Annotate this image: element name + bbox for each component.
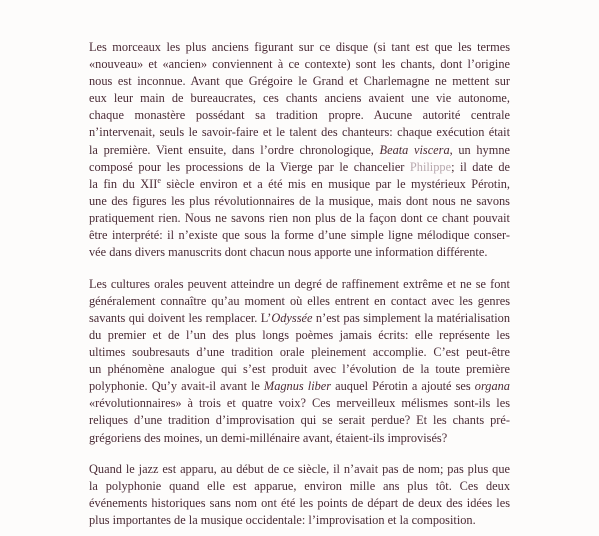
paragraph-1	[89, 39, 510, 261]
text-line: reliques d’une tradition d’improvisation qui se serait perdue? Et les chants pré-	[89, 413, 510, 428]
paragraph-2	[89, 276, 510, 447]
hymn-title: Beata viscera	[379, 142, 450, 157]
text-line: Quand le jazz est apparu, au début de ce siècle, il n’avait pas de nom; pas plus que	[89, 462, 510, 477]
text-line: chaque monastère possédant sa tradition propre. Aucune autorité centrale	[89, 108, 510, 123]
text-line	[89, 142, 510, 159]
text-line: la polyphonie quand elle est apparue, environ mille ans plus tôt. Ces deux	[89, 479, 510, 494]
text-run: composé pour les processions de la Vierge par le chancelier	[89, 159, 410, 174]
text-line: une des figures les plus révolutionnaires de la musique, mais dont nous ne savons	[89, 193, 510, 208]
text-run: siècle environ et a été mis en musique par le mystérieux Pérotin,	[160, 176, 511, 191]
paragraph-3	[89, 461, 510, 529]
text-line: nous est inconnue. Avant que Grégoire le Grand et Charlemagne ne mettent sur	[89, 74, 510, 89]
text-line	[89, 378, 510, 395]
text-line: «révolutionnaires» à trois et quatre voix? Ces merveilleux mélismes sont-ils les	[89, 396, 510, 411]
text-run: n’est pas simplement la matérialisation	[312, 310, 510, 325]
text-run: savants qui doivent les remplacer. L’	[89, 310, 272, 325]
work-title: Odyssée	[271, 310, 313, 325]
text-line	[89, 310, 510, 327]
text-line: un phénomène analogue qui s’est produit avec l’évolution de la toute première	[89, 362, 510, 377]
text-line: ultimes soubresauts d’une tradition orale pleinement accomplie. C’est peut-être	[89, 345, 510, 360]
text-line: plus importantes de la musique occidentale: l’improvisation et la composition.	[89, 513, 476, 528]
text-line: du premier et de l’un des plus longs poèmes jamais écrits: elle représente les	[89, 328, 510, 342]
century-superscript: e	[157, 175, 161, 185]
text-run: auquel Pérotin a ajouté ses	[331, 379, 475, 394]
text-run: la première. Vient ensuite, dans l’ordre chronologique,	[89, 142, 380, 157]
text-line: grégoriens des moines, un demi-millénaire avant, étaient-ils improvisés?	[89, 430, 448, 445]
text-line: être interprété: il n’existe que sous la forme d’une simple ligne mélodique conser-	[89, 228, 510, 243]
faded-word: Philippe	[409, 159, 452, 174]
text-line: généralement connaître qu’au moment où elles entrent en contact avec les genres	[89, 293, 510, 308]
text-line	[89, 176, 510, 193]
text-line: «nouveau» et «ancien» conviennent à ce contexte) sont les chants, dont l’origine	[89, 57, 510, 72]
text-line	[89, 159, 510, 176]
text-line: vée dans divers manuscrits dont chacun nous apporte une information différente.	[89, 245, 488, 260]
text-line: Les morceaux les plus anciens figurant sur ce disque (si tant est que les termes	[89, 40, 510, 54]
text-line: n’intervenait, seuls le savoir-faire et le talent des chanteurs: chaque exécution était	[89, 125, 510, 140]
text-run: polyphonie. Qu’y avait-il avant le	[89, 379, 264, 394]
text-run: ; il date de	[451, 159, 510, 174]
text-line: pratiquement rien. Nous ne savons rien non plus de la façon dont ce chant pouvait	[89, 210, 510, 225]
essay-text	[89, 39, 510, 530]
text-line: eux leur main de bureaucrates, ces chants anciens avaient une vie autonome,	[89, 91, 510, 106]
work-title: organa	[474, 379, 510, 394]
text-line: événements historiques sans nom ont été les points de départ de deux des idées les	[89, 496, 510, 511]
work-title: Magnus liber	[263, 379, 332, 394]
text-run: la fin du XII	[89, 176, 158, 191]
text-line: Les cultures orales peuvent atteindre un degré de raffinement extrême et ne se font	[89, 276, 510, 291]
text-run: , un hymne	[449, 142, 510, 157]
